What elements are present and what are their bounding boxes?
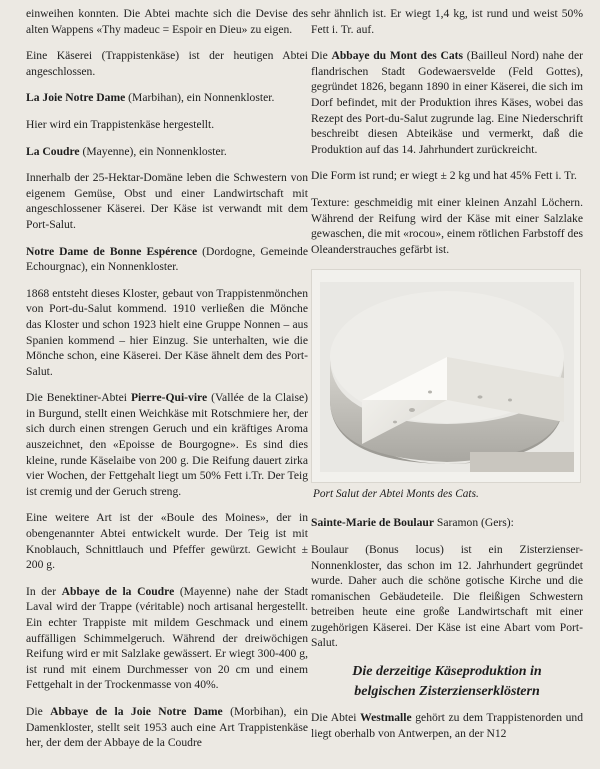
paragraph-text: (Bailleul Nord) nahe der flandrischen Stadt Godewaersvelde (Feld Gottes), gegründet 1826, begann 1890 in einer Käserei, die sich im Dorf befindet, mit der Produktion ihres Käses, wobei das Rezept des Port-du-Salut zugrunde lag. Eine Niederschrift beschreibt diesen Abteikäse und vermerkt, daß die Produktion auf das 14. Jahrhundert zurückreicht. [311, 49, 583, 156]
paragraph-text: Saramon (Gers): [434, 516, 514, 530]
paragraph-text: Texture: geschmeidig mit einer kleinen Anzahl Löchern. Während der Reifung wird der Käse mit einer Salzlake gewaschen, die mit «rocou», einem rötlichen Farbstoff des Oleanderstrauches gefärbt ist. [311, 195, 583, 256]
paragraph-weight [311, 6, 583, 37]
paragraph-la-joie [26, 90, 308, 106]
paragraph-text: Die Abtei [311, 711, 361, 725]
paragraph-pierre-qui-vire [26, 390, 308, 499]
section-heading-line-2: belgischen Zisterzienserklöstern [354, 684, 540, 700]
abbey-name: Westmalle [360, 711, 412, 725]
paragraph-text: Die Form ist rund; er wiegt ± 2 kg und hat 45% Fett i. Tr. [311, 169, 577, 183]
paragraph-text: Boulaur (Bonus locus) ist ein Zisterzienser-Nonnenkloster, das schon im 12. Jahrhundert gegründet wurde. Daher auch die schöne gotische Kirche und die romanischen Gebäudeteile. Die fleißigen Schwestern betreiben heute eine große Landwirtschaft mit einer zugehörigen Käserei. Der Käse ist eine Abart vom Port-Salut. [311, 542, 583, 650]
paragraph-text: (Dordogne, Gemeinde Echourgnac), ein Nonnenkloster. [26, 244, 308, 274]
paragraph-text: sehr ähnlich ist. Er wiegt 1,4 kg, ist rund und weist 50% Fett i. Tr. auf. [311, 7, 583, 36]
abbey-name: Abbaye du Mont des Cats [331, 49, 464, 63]
section-heading-line-1: Die derzeitige Käseproduktion in [352, 664, 542, 680]
paragraph-text: Eine weitere Art ist der «Boule des Moines», der in obengenannter Abtei entwickelt wurde. Der Teig ist mit Knoblauch, Schnittlauch und Pfeffer gewürzt. Gewicht ± 200 g. [26, 511, 308, 572]
abbey-name: Abbaye de la Coudre [61, 584, 175, 598]
paragraph-abbey-motto [26, 6, 308, 37]
paragraph-westmalle [311, 710, 583, 741]
paragraph-abbaye-joie [26, 704, 308, 751]
paragraph-form [311, 168, 583, 184]
section-heading [311, 662, 583, 702]
paragraph-text: 1868 entsteht dieses Kloster, gebaut von Trappistenmönchen von Port-du-Salut kommend. 1910 verließen die Mönche das Kloster und schon 1923 hielt eine Gruppe Nonnen – aus Spanien kommend – hier Einzug. Sie unterhalten, wie die Mönche schon, eine Käserei. Der Käse ähnelt dem des Port-Salut. [26, 286, 308, 378]
right-column [311, 0, 583, 752]
paragraph-1868 [26, 286, 308, 380]
paragraph-text: Innerhalb der 25-Hektar-Domäne leben die Schwestern von eigenem Gemüse, Obst und einer Landwirtschaft mit angeschlossener Käserei. Der Käse ist verwandt mit dem Port-Salut. [26, 171, 308, 231]
paragraph-text: Hier wird ein Trappistenkäse hergestellt. [26, 117, 215, 131]
paragraph-boulaur-heading [311, 515, 583, 531]
paragraph-domain [26, 170, 308, 232]
paragraph-text: (Marbihan), ein Nonnenkloster. [125, 91, 275, 105]
paragraph-la-coudre [26, 144, 308, 160]
paragraph-bonne-esperence [26, 244, 308, 275]
paragraph-texture [311, 195, 583, 257]
cheese-photo [311, 269, 581, 483]
paragraph-text: (Vallée de la Claise) in Burgund, stellt einen Weichkäse mit Rotschmiere her, der sich durch einen strengen Geruch und ein kräftiges Aroma auszeichnet, den «Epoisse de Bourgogne». Es sind dies kleine, runde Käselaibe von 200 g. Die Reifung dauert zirka vier Wochen, der Fettgehalt liegt um 50% Fett i.Tr. Der Teig ist cremig und der Geruch streng. [26, 391, 308, 498]
paragraph-text: einweihen konnten. Die Abtei machte sich die Devise des alten Wappens «Thy madeuc = Espoir en Dieu» zu eigen. [26, 7, 308, 36]
paragraph-text: (Mayenne), ein Nonnenkloster. [79, 144, 227, 158]
paragraph-boule-des-moines [26, 510, 308, 572]
paragraph-boulaur [311, 542, 583, 651]
paragraph-text: gehört zu dem Trappistenorden und liegt oberhalb von Antwerpen, an der N12 [311, 711, 584, 740]
paragraph-text: Eine Käserei (Trappistenkäse) ist der heutigen Abtei angeschlossen. [26, 49, 308, 78]
cheese-wheel-icon [320, 282, 574, 472]
paragraph-abbaye-coudre [26, 584, 308, 693]
paragraph-trappist-made [26, 117, 308, 133]
paragraph-text: Die Benektiner-Abtei [26, 391, 131, 405]
paragraph-text: In der [26, 584, 62, 598]
abbey-name: Pierre-Qui-vire [130, 391, 208, 405]
figure-caption: Port Salut der Abtei Monts des Cats. [313, 488, 479, 501]
abbey-name: Notre Dame de Bonne Espérence [26, 244, 198, 258]
paragraph-text: Die [26, 704, 51, 718]
abbey-name: Sainte-Marie de Boulaur [311, 516, 435, 530]
left-column [26, 0, 308, 762]
paragraph-mont-des-cats [311, 48, 583, 157]
paragraph-cheesery [26, 48, 308, 79]
paragraph-text: (Mayenne) nahe der Stadt Laval wird der Trappe (véritable) noch artisanal hergestellt. Ein echter Trappiste mit mildem Geschmack und einem auffälligen Schimmelgeruch. Während der dreiwöchigen Reifung wird er mit Salzlake gewässert. Er wiegt 300-400 g, ist rund mit einem Durchmesser von 20 cm und einem Fettgehalt in der Trockenmasse von 40%. [26, 584, 308, 692]
abbey-name: La Joie Notre Dame [26, 91, 126, 105]
paragraph-text: (Morbihan), ein Damenkloster, stellt seit 1953 auch eine Art Trappistenkäse her, der dem der Abbaye de la Coudre [26, 704, 308, 750]
abbey-name: La Coudre [26, 144, 80, 158]
abbey-name: Abbaye de la Joie Notre Dame [50, 704, 223, 718]
paragraph-text: Die [311, 49, 332, 63]
